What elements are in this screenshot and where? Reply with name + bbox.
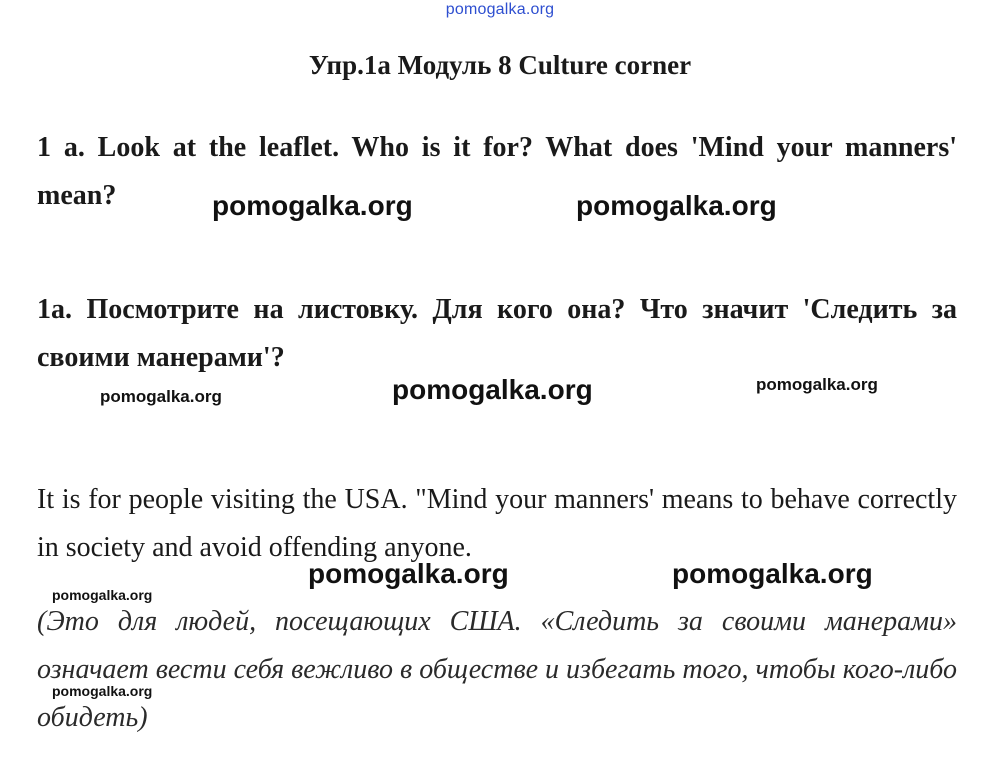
watermark: pomogalka.org — [392, 374, 593, 405]
watermark: pomogalka.org — [576, 190, 777, 221]
watermark: pomogalka.org — [100, 387, 222, 406]
watermark: pomogalka.org — [308, 558, 509, 589]
watermark: pomogalka.org — [212, 190, 413, 221]
watermark: pomogalka.org — [52, 683, 153, 699]
watermark: pomogalka.org — [52, 587, 153, 603]
task-english: 1 a. Look at the leaflet. Who is it for? What does 'Mind your manners' mean? — [37, 132, 957, 211]
page-title: Упр.1а Модуль 8 Culture corner — [308, 50, 692, 80]
site-header-link[interactable]: pomogalka.org — [445, 1, 555, 18]
watermark: pomogalka.org — [672, 558, 873, 589]
answer-english: It is for people visiting the USA. "Mind your manners' means to behave correctly in society and avoid offending anyone. — [37, 484, 957, 563]
answer-russian: (Это для людей, посещающих США. «Следить за своими манерами» означает вести себя вежливо в обществе и избегать того, чтобы кого-либо обидеть) — [37, 606, 957, 733]
watermark: pomogalka.org — [756, 375, 878, 394]
task-russian: 1a. Посмотрите на листовку. Для кого она? Что значит 'Следить за своими манерами'? — [37, 294, 957, 373]
